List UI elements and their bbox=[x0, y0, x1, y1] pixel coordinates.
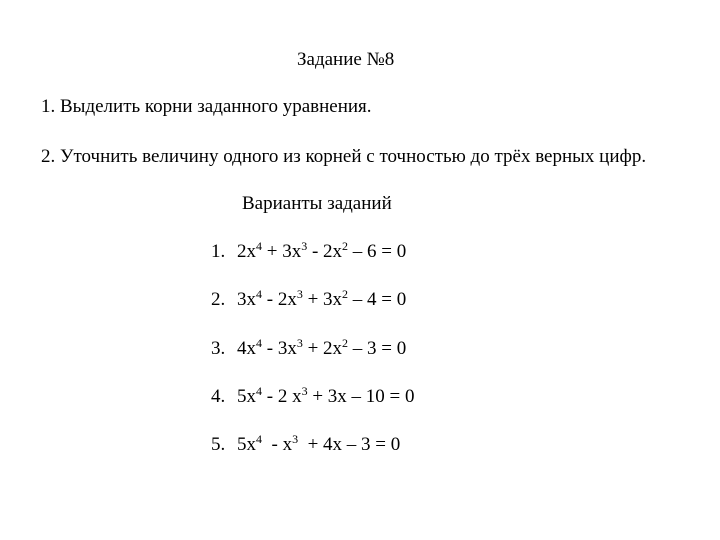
exponent: 4 bbox=[256, 287, 262, 301]
equation-term: 5x bbox=[237, 386, 256, 407]
variant-number: 5. bbox=[211, 434, 226, 455]
exponent: 3 bbox=[301, 384, 308, 398]
task-item-2: 2. Уточнить величину одного из корней с точностью до трёх верных цифр. bbox=[41, 146, 647, 167]
equation-term: + 2x bbox=[302, 338, 343, 359]
equation-term: + 4x – 3 = 0 bbox=[298, 434, 401, 455]
equation-term: 5x bbox=[237, 434, 256, 455]
task-item-1: 1. Выделить корни заданного уравнения. bbox=[41, 96, 372, 117]
exponent: 2 bbox=[342, 336, 349, 350]
exponent: 4 bbox=[256, 336, 262, 350]
variant-number: 4. bbox=[211, 386, 226, 407]
equation-term: – 3 = 0 bbox=[348, 338, 407, 359]
exponent: 4 bbox=[256, 239, 262, 253]
equation-term: – 4 = 0 bbox=[348, 289, 407, 310]
equation-term: 4x bbox=[237, 338, 256, 359]
exponent: 3 bbox=[301, 239, 308, 253]
variant-equation-4 bbox=[211, 386, 415, 408]
variant-number: 2. bbox=[211, 289, 226, 310]
equation-term: - 2x bbox=[262, 289, 297, 310]
equation-term: - 3x bbox=[262, 338, 297, 359]
equation-term: – 6 = 0 bbox=[348, 241, 407, 262]
equation-term: 2x bbox=[237, 241, 256, 262]
exponent: 3 bbox=[296, 336, 303, 350]
variant-equation-2 bbox=[211, 289, 406, 311]
page-title: Задание №8 bbox=[297, 49, 395, 70]
exponent: 4 bbox=[256, 384, 262, 398]
exponent: 2 bbox=[342, 287, 349, 301]
equation-term: + 3x bbox=[262, 241, 302, 262]
variant-equation-3 bbox=[211, 338, 406, 360]
variant-number: 3. bbox=[211, 338, 226, 359]
exponent: 2 bbox=[342, 239, 349, 253]
variants-heading: Варианты заданий bbox=[242, 193, 392, 214]
equation-term: + 3x bbox=[302, 289, 343, 310]
equation-term: - 2 x bbox=[262, 386, 302, 407]
variant-equation-5 bbox=[211, 434, 400, 456]
equation-term: - x bbox=[262, 434, 293, 455]
exponent: 4 bbox=[256, 432, 262, 446]
equation-term: - 2x bbox=[307, 241, 343, 262]
variant-number: 1. bbox=[211, 241, 226, 262]
equation-term: 3x bbox=[237, 289, 256, 310]
variant-equation-1 bbox=[211, 241, 406, 263]
equation-term: + 3x – 10 = 0 bbox=[307, 386, 415, 407]
exponent: 3 bbox=[292, 432, 299, 446]
exponent: 3 bbox=[296, 287, 303, 301]
